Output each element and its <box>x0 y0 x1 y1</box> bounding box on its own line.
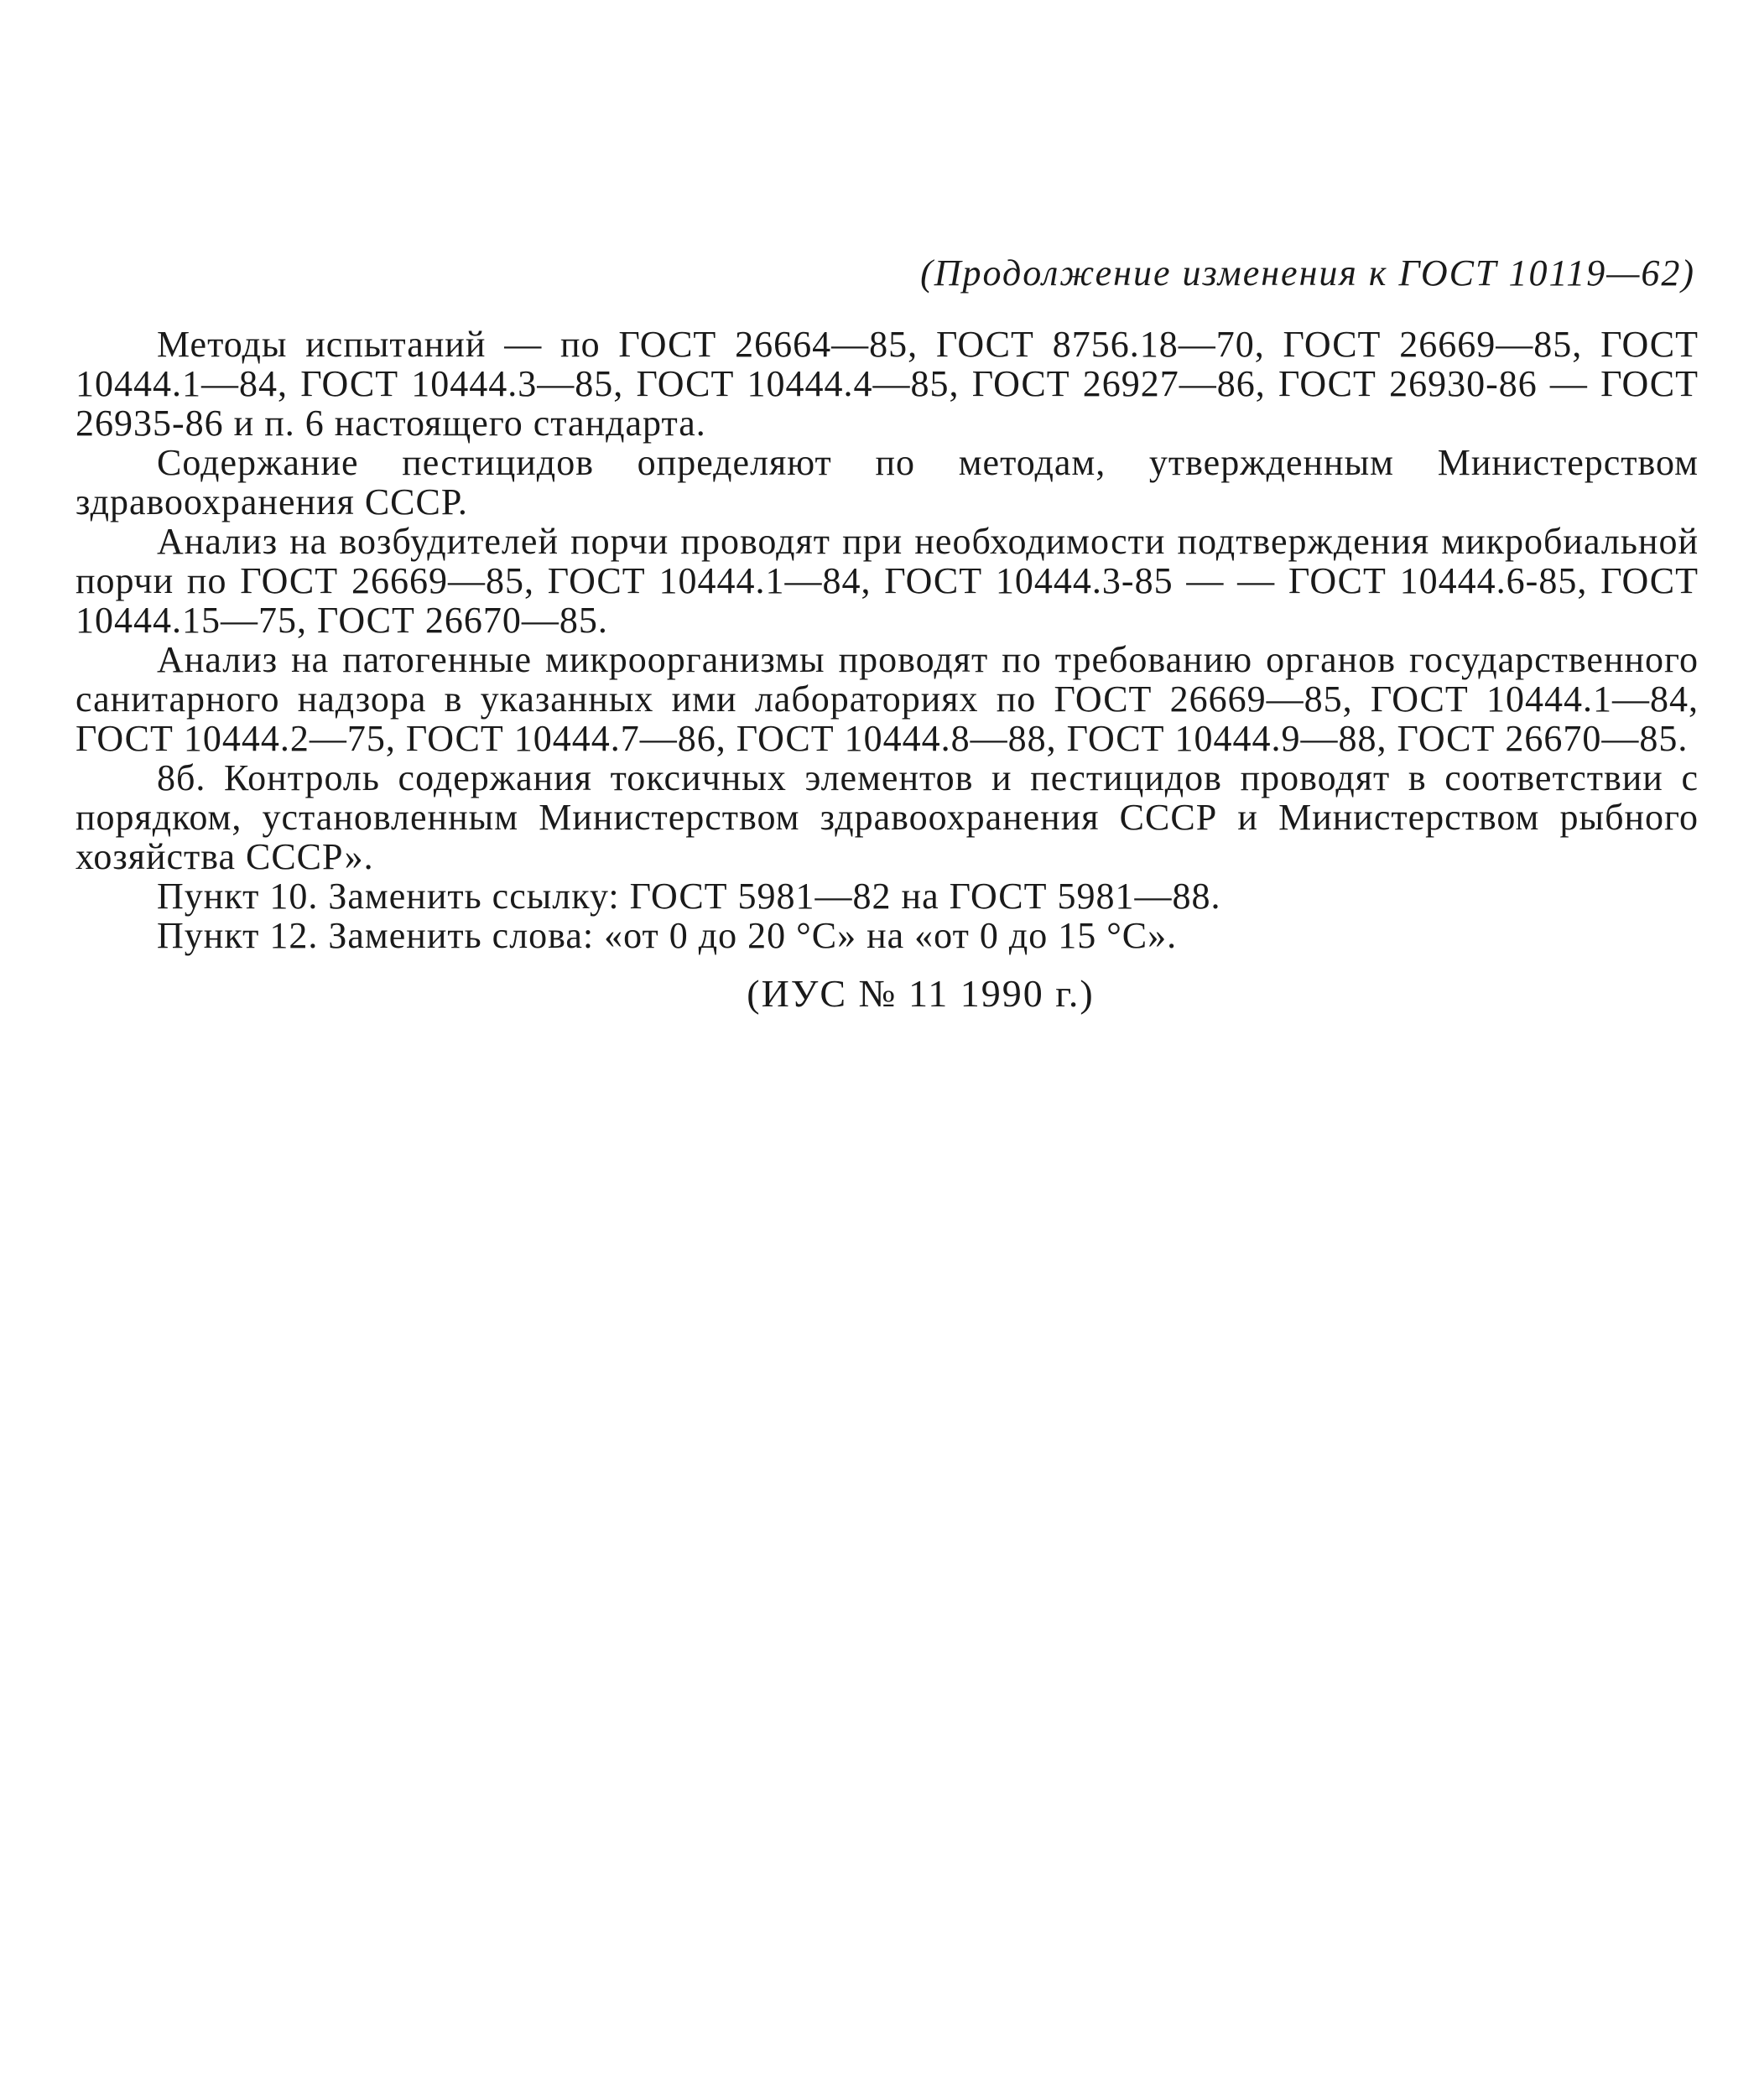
paragraph-spoilage-analysis: Анализ на возбудителей порчи проводят при необходимости подтверждения микробиальной порчи по ГОСТ 26669—85, ГОСТ 10444.1—84, ГОСТ 10444.3-85 — — ГОСТ 10444.6-85, ГОСТ 10444.15—75, ГОСТ 26670—85. <box>75 521 1699 641</box>
paragraph-test-methods: Методы испытаний — по ГОСТ 26664—85, ГОСТ 8756.18—70, ГОСТ 26669—85, ГОСТ 10444.1—84, ГОСТ 10444.3—85, ГОСТ 10444.4—85, ГОСТ 26927—86, ГОСТ 26930-86 — ГОСТ 26935-86 и п. 6 настоящего стандарта. <box>75 324 1699 444</box>
paragraph-item-10: Пункт 10. Заменить ссылку: ГОСТ 5981—82 на ГОСТ 5981—88. <box>157 876 1221 917</box>
ius-reference: (ИУС № 11 1990 г.) <box>747 972 1095 1015</box>
paragraph-8b-control: 8б. Контроль содержания токсичных элементов и пестицидов проводят в соответствии с порядком, установленным Министерством здравоохранения СССР и Министерством рыбного хозяйства СССР». <box>75 757 1699 877</box>
continuation-header: (Продолжение изменения к ГОСТ 10119—62) <box>920 252 1695 294</box>
document-body <box>75 325 1699 1013</box>
paragraph-item-12: Пункт 12. Заменить слова: «от 0 до 20 °С» на «от 0 до 15 °С». <box>157 915 1178 956</box>
paragraph-pathogen-analysis: Анализ на патогенные микроорганизмы проводят по требованию органов государственного санитарного надзора в указанных ими лабораториях по ГОСТ 26669—85, ГОСТ 10444.1—84, ГОСТ 10444.2—75, ГОСТ 10444.7—86, ГОСТ 10444.8—88, ГОСТ 10444.9—88, ГОСТ 26670—85. <box>75 639 1699 759</box>
paragraph-pesticides: Содержание пестицидов определяют по методам, утвержденным Министерством здравоохранения СССР. <box>75 442 1699 522</box>
